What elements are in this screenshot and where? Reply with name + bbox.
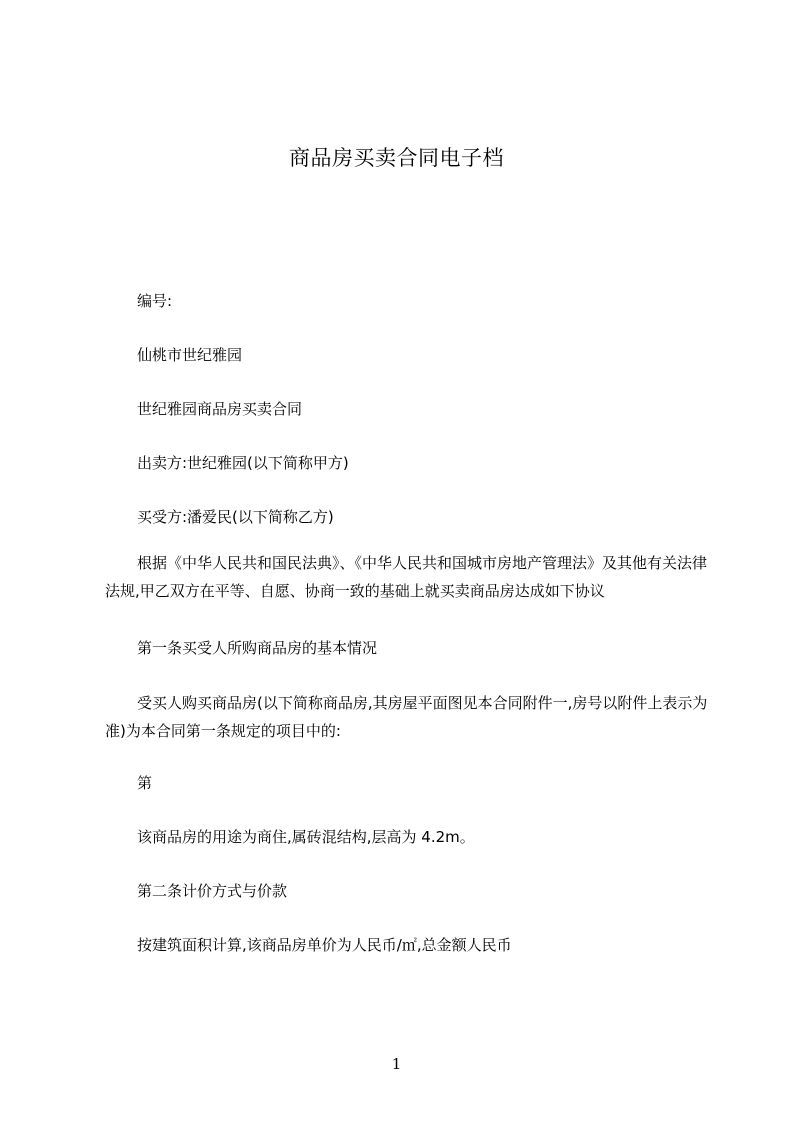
article-1-heading: 第一条买受人所购商品房的基本情况 — [137, 639, 378, 657]
preamble-paragraph: 根据《中华人民共和国民法典》、《中华人民共和国城市房地产管理法》及其他有关法律法规,甲乙双方在平等、自愿、协商一致的基础上就买卖商品房达成如下协议 — [105, 554, 708, 600]
project-location: 仙桃市世纪雅园 — [137, 346, 243, 364]
article-2-heading: 第二条计价方式与价款 — [137, 882, 288, 900]
usage-line: 该商品房的用途为商住,属砖混结构,层高为 4.2m。 — [137, 828, 475, 846]
floor-line: 第 — [137, 774, 153, 792]
seller-line: 出卖方:世纪雅园(以下简称甲方) — [137, 454, 349, 472]
page-number: 1 — [391, 1055, 402, 1073]
article-1-body: 受买人购买商品房(以下简称商品房,其房屋平面图见本合同附件一,房号以附件上表示为准)为本合同第一条规定的项目中的: — [105, 694, 708, 740]
contract-name: 世纪雅园商品房买卖合同 — [137, 400, 303, 418]
buyer-line: 买受方:潘爱民(以下简称乙方) — [137, 508, 334, 526]
article-2-body: 按建筑面积计算,该商品房单价为人民币/㎡,总金额人民币 — [137, 936, 512, 954]
contract-number-label: 编号: — [137, 292, 173, 310]
page-title: 商品房买卖合同电子档 — [289, 146, 504, 170]
